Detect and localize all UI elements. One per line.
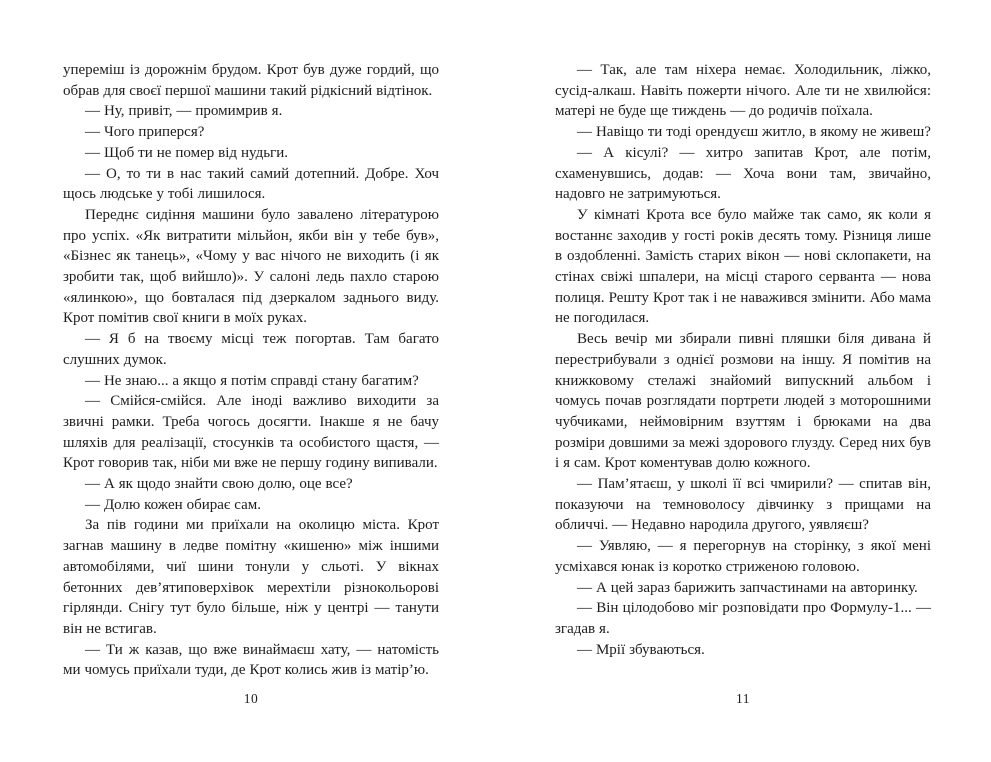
paragraph: — Не знаю... а якщо я потім справді стану багатим? (85, 372, 419, 389)
paragraph: Переднє сидіння машини було завалено літературою про успіх. «Як витратити мільйон, якби він у тебе був», «Бізнес як танець», «Чому у вас нічого не виходить (і як зробити так, щоб вийшло)». У салоні ледь пахло старою «ялинкою», що бовталася під дзеркалом заднього виду. Крот помітив свої книги в моїх руках. (63, 206, 439, 327)
paragraph: — О, то ти в нас такий самий дотепний. Добре. Хоч щось людське у тобі лишилося. (63, 165, 439, 203)
page-number-right: 11 (736, 691, 750, 706)
paragraph: упереміш із дорожнім брудом. Крот був дуже гордий, що обрав для своєї першої машини такий рідкісний відтінок. (63, 62, 439, 99)
page-left-text (63, 60, 439, 681)
page-right-text (555, 60, 931, 660)
paragraph: — Смійся-смійся. Але іноді важливо виходити за звичні рамки. Треба чогось досягти. Інакше я не бачу шляхів для реалізації, стосунків та особистого щастя, — Крот говорив так, ніби ми вже не першу годину випивали. (63, 393, 439, 472)
paragraph: — Пам’ятаєш, у школі її всі чмирили? — спитав він, показуючи на темноволосу дівчинку з прищами на обличчі. — Недавно народила другого, уявляєш? (555, 476, 931, 534)
paragraph: — Мрії збуваються. (577, 641, 705, 658)
paragraph: — Він цілодобово міг розповідати про Формулу-1... — згадав я. (555, 600, 931, 637)
paragraph: — А як щодо знайти свою долю, оце все? (85, 476, 353, 493)
paragraph: — Так, але там ніхера немає. Холодильник, ліжко, сусід-алкаш. Навіть пожерти нічого. Але ти не хвилюйся: матері не буде ще тиждень — до родичів поїхала. (555, 62, 931, 120)
paragraph: — Чого приперся? (85, 124, 205, 141)
paragraph: — Ну, привіт, — промимрив я. (85, 103, 283, 120)
paragraph: — Навіщо ти тоді орендуєш житло, в якому не живеш? (577, 124, 931, 141)
paragraph: — Щоб ти не помер від нудьги. (85, 144, 288, 161)
paragraph: — А цей зараз барижить запчастинами на авторинку. (577, 579, 918, 596)
paragraph: — Долю кожен обирає сам. (85, 496, 262, 513)
page-number-left: 10 (243, 691, 259, 706)
paragraph: За пів години ми приїхали на околицю міста. Крот загнав машину в ледве помітну «кишеню» між іншими автомобілями, чиї шини тонули у сльоті. У вікнах бетонних дев’ятиповерхівок мерехтіли різнокольорові гірлянди. Снігу тут було більше, ніж у центрі — танути він не встигав. (63, 517, 439, 637)
paragraph: — Уявляю, — я перегорнув на сторінку, з якої мені усміхався юнак із коротко стриженою головою. (555, 538, 931, 575)
paragraph: У кімнаті Крота все було майже так само, як коли я востаннє заходив у гості років десять тому. Різниця лише в оздобленні. Замість старих вікон — нові склопакети, на стінах свіжі шпалери, на місці старого серванта — нова полиця. Решту Крот так і не наважився змінити. Або мама не погодилася. (555, 206, 931, 327)
paragraph: — А кісулі? — хитро запитав Крот, але потім, схаменувшись, додав: — Хоча вони там, звичайно, надовго не затримуються. (555, 144, 931, 203)
paragraph: — Ти ж казав, що вже винаймаєш хату, — натомість ми чомусь приїхали туди, де Крот колись жив із матір’ю. (63, 641, 439, 679)
paragraph: Весь вечір ми збирали пивні пляшки біля дивана й перестрибували з однієї розмови на іншу. Я помітив на книжковому стелажі знайомий випускний альбом і чомусь почав розглядати портрети людей з моторошними чубчиками, неймовірним взуттям і брюками на два розміри довшими за межі здорового глузду. Серед них був і я сам. Крот коментував долю кожного. (555, 331, 931, 472)
paragraph: — Я б на твоєму місці теж погортав. Там багато слушних думок. (63, 331, 439, 368)
